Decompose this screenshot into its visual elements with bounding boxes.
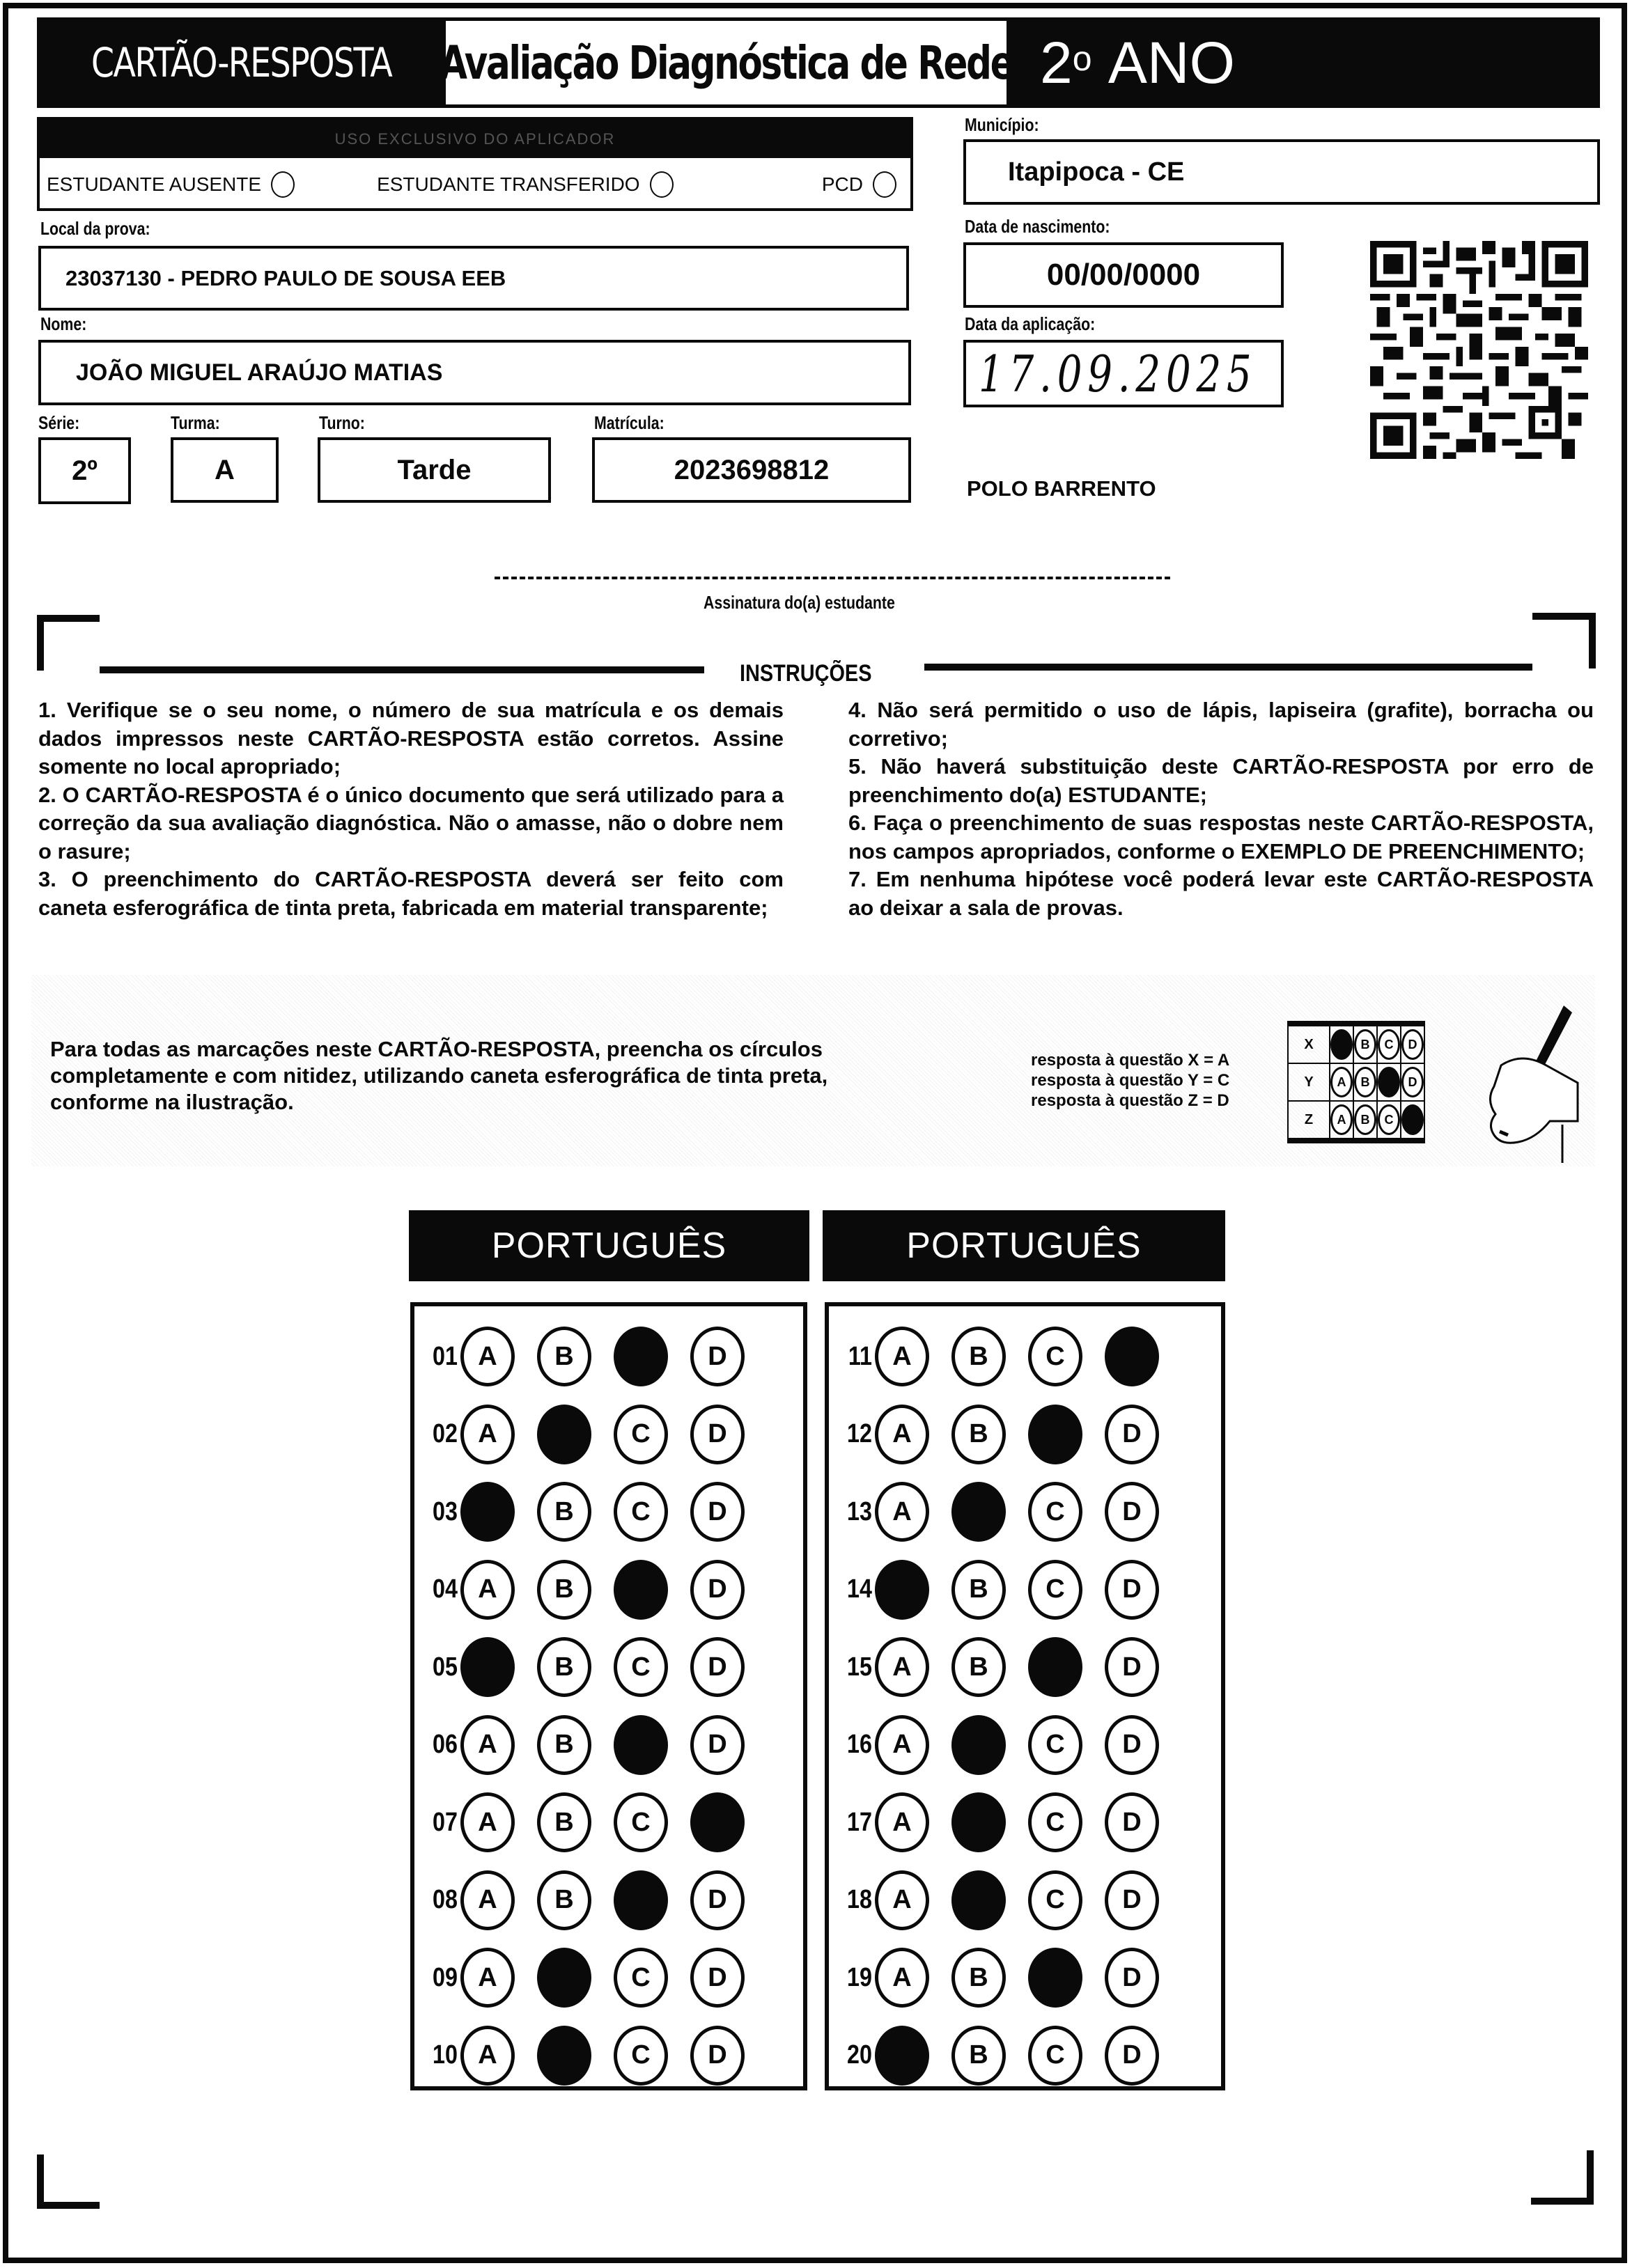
answer-bubble[interactable] <box>460 1405 515 1464</box>
bubble-letter: B <box>554 1652 574 1682</box>
matricula-value: 2023698812 <box>674 454 830 485</box>
matricula-label: Matrícula: <box>594 412 665 433</box>
question-number: 18 <box>847 1885 872 1914</box>
option-absent[interactable] <box>47 171 295 198</box>
turma-field <box>171 437 279 503</box>
answer-bubble[interactable] <box>1105 1560 1159 1620</box>
example-bubble-filled: A <box>1330 1029 1353 1060</box>
answer-bubble[interactable] <box>1105 2026 1159 2086</box>
answer-bubble[interactable] <box>460 2026 515 2086</box>
instruction-4: 4. Não será permitido o uso de lápis, lapiseira (grafite), borracha ou corretivo; <box>848 698 1594 751</box>
question-number: 09 <box>433 1962 458 1992</box>
corner-mark-tl <box>37 615 100 622</box>
option-transferred[interactable] <box>377 171 674 198</box>
instruction-2: 2. O CARTÃO-RESPOSTA é o único documento que será utilizado para a correção da sua avaliação diagnóstica. Não o amasse, não o dobre nem o rasure; <box>38 782 784 863</box>
question-number: 08 <box>433 1885 458 1914</box>
answer-bubble[interactable] <box>1028 1560 1082 1620</box>
answer-bubble-filled[interactable] <box>1028 1405 1082 1464</box>
bubble-letter: A <box>478 2040 497 2070</box>
bubble-letter: B <box>969 1574 988 1604</box>
bubble-letter: A <box>892 1341 912 1371</box>
answer-bubble[interactable] <box>875 1715 929 1775</box>
bubble-letter: B <box>554 1496 574 1526</box>
question-row <box>829 1322 1181 1391</box>
answer-bubble[interactable] <box>537 1327 591 1386</box>
subject-header-right: PORTUGUÊS <box>823 1210 1225 1281</box>
nascimento-value: 00/00/0000 <box>1046 258 1201 292</box>
question-row <box>829 1632 1181 1702</box>
fill-example-text: Para todas as marcações neste CARTÃO-RESPOSTA, preencha os círculos completamente e com nitidez, utilizando caneta esferográfica de tinta preta, conforme na ilustração. <box>50 1037 828 1114</box>
answer-bubble[interactable] <box>951 1637 1006 1697</box>
nome-field <box>38 340 911 405</box>
answer-bubble[interactable] <box>1105 1405 1159 1464</box>
instructions-right <box>848 696 1594 922</box>
question-number: 14 <box>847 1574 872 1604</box>
example-row-y <box>1288 1063 1424 1101</box>
instructions-left <box>38 696 784 922</box>
turno-field <box>318 437 551 503</box>
answer-bubble[interactable] <box>614 1792 668 1852</box>
radio-circle-icon[interactable] <box>873 171 896 198</box>
bubble-letter: D <box>1122 1419 1142 1448</box>
option-transferred-label: ESTUDANTE TRANSFERIDO <box>377 173 640 195</box>
question-row <box>414 1943 767 2012</box>
answer-bubble[interactable] <box>951 1560 1006 1620</box>
bubble-letter: D <box>1122 1574 1142 1604</box>
nascimento-label: Data de nascimento: <box>965 216 1110 237</box>
bubble-letter: C <box>1046 1885 1065 1914</box>
question-row <box>414 1788 767 1857</box>
bubble-letter: B <box>969 1652 988 1682</box>
bubble-letter: A <box>892 1885 912 1914</box>
turma-value: A <box>215 454 235 485</box>
question-number: 19 <box>847 1962 872 1992</box>
applicator-section <box>37 117 913 211</box>
answer-bubble[interactable] <box>875 1948 929 2008</box>
answer-grid-left <box>410 1302 807 2090</box>
bubble-letter: D <box>1122 2040 1142 2070</box>
question-row <box>414 1555 767 1625</box>
bubble-letter: C <box>631 1807 651 1837</box>
bubble-letter: A <box>478 1807 497 1837</box>
answer-bubble[interactable] <box>1105 1948 1159 2008</box>
answer-bubble[interactable] <box>1105 1715 1159 1775</box>
signature-label: Assinatura do(a) estudante <box>704 592 895 613</box>
question-number: 17 <box>847 1807 872 1837</box>
answer-bubble[interactable] <box>537 1560 591 1620</box>
bubble-letter: D <box>1122 1962 1142 1992</box>
bubble-letter: B <box>969 1341 988 1371</box>
answer-bubble-filled[interactable] <box>875 1560 929 1620</box>
municipio-label: Município: <box>965 114 1039 135</box>
question-row <box>829 1555 1181 1625</box>
bubble-letter: A <box>892 1496 912 1526</box>
bubble-letter: D <box>1122 1807 1142 1837</box>
answer-bubble[interactable] <box>537 1715 591 1775</box>
local-field <box>38 246 909 311</box>
answer-bubble[interactable] <box>690 1405 745 1464</box>
bubble-letter: C <box>631 1496 651 1526</box>
answer-bubble[interactable] <box>690 1327 745 1386</box>
bubble-letter: B <box>969 1962 988 1992</box>
question-row <box>414 1322 767 1391</box>
signature-line[interactable] <box>495 577 1170 579</box>
bubble-letter: B <box>554 1341 574 1371</box>
aplicacao-handwritten: 17.09.2025 <box>979 344 1257 403</box>
answer-bubble[interactable] <box>537 1792 591 1852</box>
example-bubble: B <box>1354 1104 1376 1135</box>
instruction-5: 5. Não haverá substituição deste CARTÃO-RESPOSTA por erro de preenchimento do(a) ESTUDANTE; <box>848 754 1594 807</box>
card-title: CARTÃO-RESPOSTA <box>91 39 392 86</box>
question-row <box>829 1710 1181 1780</box>
question-number: 12 <box>847 1419 872 1448</box>
answer-bubble[interactable] <box>1028 1482 1082 1542</box>
aplicacao-field[interactable] <box>963 340 1284 407</box>
qr-code-icon <box>1370 240 1588 460</box>
grade-word: ANO <box>1108 29 1235 95</box>
answer-bubble[interactable] <box>690 1715 745 1775</box>
bubble-letter: C <box>631 1652 651 1682</box>
bubble-letter: A <box>892 1962 912 1992</box>
answer-bubble-filled[interactable] <box>951 1792 1006 1852</box>
answer-bubble[interactable] <box>460 1560 515 1620</box>
answer-bubble[interactable] <box>690 1870 745 1930</box>
question-row <box>829 1866 1181 1935</box>
nome-label: Nome: <box>40 313 87 334</box>
answer-bubble-filled[interactable] <box>537 1948 591 2008</box>
answer-bubble[interactable] <box>875 1482 929 1542</box>
answer-bubble[interactable] <box>1028 1792 1082 1852</box>
answer-bubble[interactable] <box>951 1327 1006 1386</box>
bubble-letter: A <box>478 1419 497 1448</box>
example-bubble-filled: C <box>1378 1067 1400 1097</box>
example-bubble-filled: D <box>1401 1104 1424 1135</box>
option-pcd-label: PCD <box>821 173 863 195</box>
answer-bubble[interactable] <box>690 1948 745 2008</box>
question-row <box>414 1477 767 1547</box>
question-number: 03 <box>433 1496 458 1526</box>
question-row <box>829 1788 1181 1857</box>
question-row <box>414 2021 767 2090</box>
question-row <box>414 1866 767 1935</box>
answer-bubble[interactable] <box>537 1637 591 1697</box>
corner-mark-br <box>1587 2150 1594 2205</box>
subject-header-left: PORTUGUÊS <box>409 1210 809 1281</box>
serie-field <box>38 437 131 504</box>
bubble-letter: A <box>478 1885 497 1914</box>
answer-bubble[interactable] <box>537 1482 591 1542</box>
serie-label: Série: <box>38 412 80 433</box>
bubble-letter: B <box>554 1574 574 1604</box>
answer-bubble[interactable] <box>690 1560 745 1620</box>
corner-mark-tr <box>1532 613 1595 620</box>
answer-bubble[interactable] <box>614 2026 668 2086</box>
bubble-letter: C <box>631 1419 651 1448</box>
answer-bubble[interactable] <box>690 1482 745 1542</box>
bubble-letter: A <box>478 1730 497 1759</box>
legend-z: resposta à questão Z = D <box>1031 1091 1229 1110</box>
question-number: 06 <box>433 1730 458 1759</box>
bubble-letter: D <box>1122 1652 1142 1682</box>
instructions-title: INSTRUÇÕES <box>740 660 872 687</box>
bubble-letter: D <box>1122 1730 1142 1759</box>
corner-mark-bl <box>37 2202 100 2209</box>
example-row-x <box>1288 1026 1424 1063</box>
corner-mark-br <box>1531 2198 1594 2205</box>
question-number: 15 <box>847 1652 872 1682</box>
question-number: 02 <box>433 1419 458 1448</box>
hand-pen-icon <box>1480 1003 1592 1163</box>
example-bubble: A <box>1330 1104 1353 1135</box>
question-number: 11 <box>848 1341 872 1371</box>
grade-title <box>1040 17 1235 108</box>
answer-bubble[interactable] <box>690 1637 745 1697</box>
answer-bubble-filled[interactable] <box>614 1560 668 1620</box>
answer-bubble[interactable] <box>1105 1482 1159 1542</box>
turno-label: Turno: <box>319 412 365 433</box>
answer-bubble-filled[interactable] <box>1105 1327 1159 1386</box>
answer-bubble[interactable] <box>1105 1870 1159 1930</box>
bubble-letter: D <box>708 1730 727 1759</box>
local-label: Local da prova: <box>40 218 150 239</box>
bubble-letter: D <box>1122 1496 1142 1526</box>
example-bubble: D <box>1401 1067 1424 1097</box>
instruction-3: 3. O preenchimento do CARTÃO-RESPOSTA deverá ser feito com caneta esferográfica de tinta preta, fabricada em material transparente; <box>38 867 784 920</box>
answer-bubble[interactable] <box>614 1948 668 2008</box>
answer-bubble[interactable] <box>1105 1637 1159 1697</box>
answer-bubble[interactable] <box>1028 1327 1082 1386</box>
corner-mark-tl <box>37 615 44 671</box>
bubble-letter: A <box>892 1730 912 1759</box>
bubble-letter: B <box>554 1730 574 1759</box>
bubble-letter: B <box>969 2040 988 2070</box>
answer-bubble-filled[interactable] <box>1028 1637 1082 1697</box>
question-number: 10 <box>433 2040 458 2070</box>
bubble-letter: A <box>478 1574 497 1604</box>
answer-bubble-filled[interactable] <box>537 1405 591 1464</box>
example-bubble: B <box>1354 1067 1376 1097</box>
answer-bubble[interactable] <box>951 1405 1006 1464</box>
instruction-7: 7. Em nenhuma hipótese você poderá levar este CARTÃO-RESPOSTA ao deixar a sala de provas. <box>848 867 1594 920</box>
answer-bubble-filled[interactable] <box>537 2026 591 2086</box>
bubble-letter: C <box>1046 1496 1065 1526</box>
answer-bubble[interactable] <box>690 2026 745 2086</box>
nome-value: JOÃO MIGUEL ARAÚJO MATIAS <box>76 359 443 386</box>
answer-bubble-filled[interactable] <box>460 1637 515 1697</box>
turno-value: Tarde <box>397 454 472 485</box>
radio-circle-icon[interactable] <box>650 171 674 198</box>
answer-bubble[interactable] <box>1028 2026 1082 2086</box>
answer-bubble[interactable] <box>875 1792 929 1852</box>
corner-mark-bl <box>37 2154 44 2209</box>
bubble-letter: C <box>1046 1807 1065 1837</box>
answer-bubble[interactable] <box>614 1482 668 1542</box>
polo-label: POLO BARRENTO <box>967 476 1156 501</box>
answer-bubble-filled[interactable] <box>951 1482 1006 1542</box>
answer-bubble-filled[interactable] <box>614 1327 668 1386</box>
question-number: 13 <box>847 1496 872 1526</box>
answer-bubble[interactable] <box>614 1637 668 1697</box>
example-bubble: B <box>1354 1029 1376 1060</box>
question-number: 16 <box>847 1730 872 1759</box>
answer-bubble[interactable] <box>875 1405 929 1464</box>
answer-bubble-filled[interactable] <box>875 2026 929 2086</box>
answer-bubble-filled[interactable] <box>951 1870 1006 1930</box>
bubble-letter: D <box>708 1885 727 1914</box>
bubble-letter: D <box>708 1962 727 1992</box>
bubble-letter: C <box>1046 1574 1065 1604</box>
question-number: 07 <box>433 1807 458 1837</box>
header-bar <box>37 17 1600 108</box>
answer-bubble[interactable] <box>875 1637 929 1697</box>
bubble-letter: B <box>554 1807 574 1837</box>
instruction-6: 6. Faça o preenchimento de suas respostas neste CARTÃO-RESPOSTA, nos campos apropriados, conforme o EXEMPLO DE PREENCHIMENTO; <box>848 811 1594 863</box>
bubble-letter: D <box>708 1496 727 1526</box>
applicator-options <box>40 158 910 211</box>
question-row <box>414 1710 767 1780</box>
instructions-rule-right <box>924 664 1532 671</box>
example-q-label: Y <box>1288 1063 1330 1101</box>
answer-bubble-filled[interactable] <box>614 1870 668 1930</box>
answer-bubble[interactable] <box>460 1870 515 1930</box>
bubble-letter: D <box>708 1341 727 1371</box>
municipio-field <box>963 139 1600 205</box>
bubble-letter: D <box>1122 1885 1142 1914</box>
option-pcd[interactable] <box>822 171 896 198</box>
answer-bubble[interactable] <box>460 1327 515 1386</box>
answer-bubble[interactable] <box>875 1327 929 1386</box>
answer-bubble-filled[interactable] <box>614 1715 668 1775</box>
grade-number: 2 <box>1040 29 1073 95</box>
matricula-field <box>592 437 911 503</box>
example-q-label: X <box>1288 1026 1330 1063</box>
answer-bubble[interactable] <box>1105 1792 1159 1852</box>
question-number: 04 <box>433 1574 458 1604</box>
bubble-letter: A <box>892 1807 912 1837</box>
example-bubble: C <box>1378 1104 1400 1135</box>
bubble-letter: B <box>969 1419 988 1448</box>
answer-bubble[interactable] <box>460 1715 515 1775</box>
question-row <box>829 2021 1181 2090</box>
bubble-letter: A <box>892 1652 912 1682</box>
option-absent-label: ESTUDANTE AUSENTE <box>47 173 262 195</box>
answer-bubble[interactable] <box>1028 1870 1082 1930</box>
answer-bubble-filled[interactable] <box>951 1715 1006 1775</box>
answer-bubble[interactable] <box>951 2026 1006 2086</box>
answer-bubble[interactable] <box>875 1870 929 1930</box>
municipio-value: Itapipoca - CE <box>1008 157 1185 187</box>
answer-bubble[interactable] <box>614 1405 668 1464</box>
bubble-letter: A <box>478 1341 497 1371</box>
answer-bubble[interactable] <box>460 1948 515 2008</box>
exam-title: Avaliação Diagnóstica de Rede <box>439 36 1013 90</box>
question-row <box>414 1400 767 1469</box>
bubble-letter: D <box>708 1574 727 1604</box>
answer-grid-right <box>825 1302 1225 2090</box>
local-value: 23037130 - PEDRO PAULO DE SOUSA EEB <box>65 265 506 290</box>
instruction-1: 1. Verifique se o seu nome, o número de sua matrícula e os demais dados impressos neste CARTÃO-RESPOSTA estão corretos. Assine somente no local apropriado; <box>38 698 784 779</box>
example-bubble: C <box>1378 1029 1400 1060</box>
bubble-letter: A <box>892 1419 912 1448</box>
question-number: 05 <box>433 1652 458 1682</box>
answer-bubble-filled[interactable] <box>1028 1948 1082 2008</box>
question-number: 20 <box>847 2040 872 2070</box>
bubble-letter: C <box>631 2040 651 2070</box>
fill-example-legend <box>1031 1050 1229 1111</box>
turma-label: Turma: <box>171 412 220 433</box>
answer-bubble[interactable] <box>951 1948 1006 2008</box>
bubble-letter: A <box>478 1962 497 1992</box>
example-q-label: Z <box>1288 1101 1330 1139</box>
example-bubble: D <box>1401 1029 1424 1060</box>
bubble-letter: D <box>708 2040 727 2070</box>
question-row <box>414 1632 767 1702</box>
legend-y: resposta à questão Y = C <box>1031 1071 1230 1090</box>
bubble-letter: D <box>708 1419 727 1448</box>
exam-title-box <box>439 21 1013 104</box>
bubble-letter: C <box>1046 2040 1065 2070</box>
instructions-rule-left <box>100 666 704 673</box>
answer-bubble-filled[interactable] <box>460 1482 515 1542</box>
answer-bubble[interactable] <box>460 1792 515 1852</box>
applicator-title: USO EXCLUSIVO DO APLICADOR <box>40 120 910 158</box>
bubble-letter: D <box>708 1652 727 1682</box>
answer-bubble[interactable] <box>1028 1715 1082 1775</box>
question-row <box>829 1943 1181 2012</box>
bubble-letter: B <box>554 1885 574 1914</box>
question-number: 01 <box>433 1341 458 1371</box>
answer-bubble-filled[interactable] <box>690 1792 745 1852</box>
bubble-letter: C <box>631 1962 651 1992</box>
grade-ordinal: o <box>1072 39 1092 78</box>
bubble-letter: C <box>1046 1730 1065 1759</box>
serie-value: 2º <box>72 455 98 486</box>
question-row <box>829 1400 1181 1469</box>
aplicacao-label: Data da aplicação: <box>965 313 1096 334</box>
nascimento-field <box>963 242 1284 308</box>
fill-example-grid <box>1287 1021 1425 1143</box>
legend-x: resposta à questão X = A <box>1031 1051 1230 1070</box>
answer-bubble[interactable] <box>537 1870 591 1930</box>
bubble-letter: C <box>1046 1341 1065 1371</box>
example-row-z <box>1288 1101 1424 1139</box>
question-row <box>829 1477 1181 1547</box>
example-bubble: A <box>1330 1067 1353 1097</box>
radio-circle-icon[interactable] <box>271 171 295 198</box>
corner-mark-tr <box>1589 613 1596 668</box>
